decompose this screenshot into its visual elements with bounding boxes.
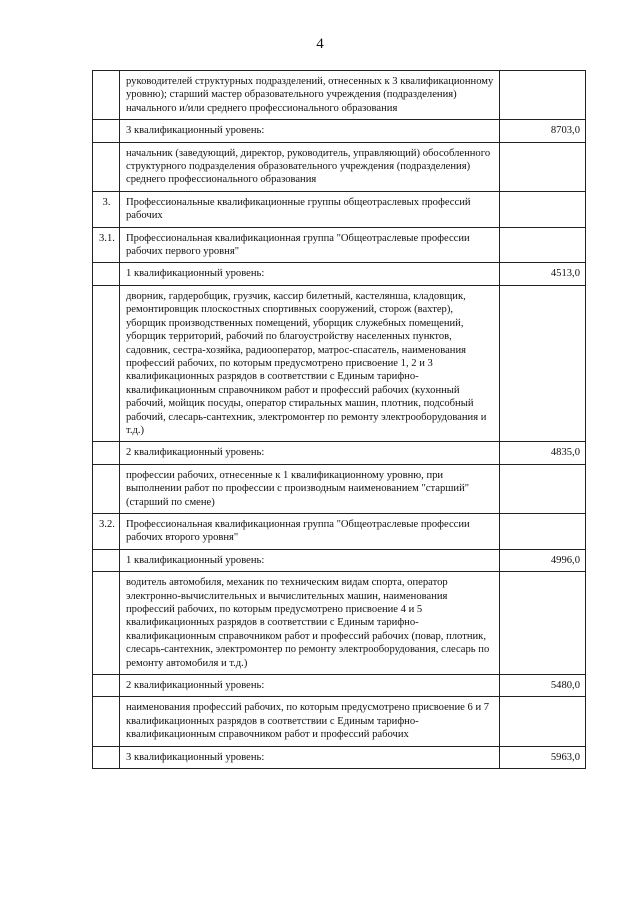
- row-number: [93, 263, 120, 285]
- row-text: начальник (заведующий, директор, руководитель, управляющий) обособленного структурного подразделения образовательного учреждения (подразделения) среднего профессионального образования: [120, 142, 500, 191]
- table-row: [93, 549, 586, 571]
- row-text: наименования профессий рабочих, по которым предусмотрено присвоение 6 и 7 квалификационных разрядов в соответствии с Единым тарифно-квалификационным справочником работ и профессий рабочих: [120, 697, 500, 746]
- table-row: [93, 120, 586, 142]
- row-value: [500, 191, 586, 227]
- row-text: 1 квалификационный уровень:: [120, 263, 500, 285]
- row-text: Профессиональная квалификационная группа "Общеотраслевые профессии рабочих второго уровня": [120, 513, 500, 549]
- row-text: руководителей структурных подразделений, отнесенных к 3 квалификационному уровню); старший мастер образовательного учреждения (подразделения) начального и/или среднего профессионального образования: [120, 71, 500, 120]
- row-value: 4835,0: [500, 442, 586, 464]
- row-value: [500, 285, 586, 441]
- row-value: [500, 513, 586, 549]
- table-row: [93, 746, 586, 768]
- table-row: [93, 191, 586, 227]
- row-number: [93, 285, 120, 441]
- row-value: 8703,0: [500, 120, 586, 142]
- row-text: 2 квалификационный уровень:: [120, 442, 500, 464]
- qualification-table: [92, 70, 586, 769]
- row-number: [93, 746, 120, 768]
- table-row: [93, 464, 586, 513]
- table-row: [93, 675, 586, 697]
- row-value: 4996,0: [500, 549, 586, 571]
- row-text: профессии рабочих, отнесенные к 1 квалификационному уровню, при выполнении работ по профессии с производным наименованием "старший" (старший по смене): [120, 464, 500, 513]
- table-row: [93, 142, 586, 191]
- table-row: [93, 263, 586, 285]
- row-number: 3.2.: [93, 513, 120, 549]
- row-number: 3.: [93, 191, 120, 227]
- row-value: 5480,0: [500, 675, 586, 697]
- row-number: [93, 142, 120, 191]
- row-text: 2 квалификационный уровень:: [120, 675, 500, 697]
- row-value: 5963,0: [500, 746, 586, 768]
- table-row: [93, 71, 586, 120]
- row-value: [500, 71, 586, 120]
- row-number: 3.1.: [93, 227, 120, 263]
- row-text: водитель автомобиля, механик по техническим видам спорта, оператор электронно-вычислительных и вычислительных машин, наименования профессий рабочих, по которым предусмотрено присвоение 4 и 5 квалификационных разрядов в соответствии с Единым тарифно-квалификационным справочником работ и профессий рабочих (повар, плотник, слесарь-сантехник, электромонтер по ремонту электрооборудования, слесарь по ремонту автомобиля и т.д.): [120, 572, 500, 675]
- row-text: Профессиональные квалификационные группы общеотраслевых профессий рабочих: [120, 191, 500, 227]
- row-text: 3 квалификационный уровень:: [120, 120, 500, 142]
- row-number: [93, 442, 120, 464]
- row-number: [93, 549, 120, 571]
- row-number: [93, 120, 120, 142]
- table-row: [93, 227, 586, 263]
- row-value: [500, 227, 586, 263]
- row-number: [93, 697, 120, 746]
- row-text: 3 квалификационный уровень:: [120, 746, 500, 768]
- table-row: [93, 442, 586, 464]
- row-value: [500, 572, 586, 675]
- row-text: 1 квалификационный уровень:: [120, 549, 500, 571]
- row-value: 4513,0: [500, 263, 586, 285]
- row-number: [93, 464, 120, 513]
- row-number: [93, 71, 120, 120]
- table-row: [93, 697, 586, 746]
- row-text: Профессиональная квалификационная группа "Общеотраслевые профессии рабочих первого уровня": [120, 227, 500, 263]
- row-value: [500, 142, 586, 191]
- row-text: дворник, гардеробщик, грузчик, кассир билетный, кастелянша, кладовщик, ремонтировщик плоскостных спортивных сооружений, сторож (вахтер), уборщик производственных помещений, уборщик служебных помещений, уборщик территорий, рабочий по благоустройству населенных пунктов, садовник, сестра-хозяйка, радиооператор, матрос-спасатель, наименования профессий рабочих, по которым предусмотрено присвоение 1, 2 и 3 квалификационных разрядов в соответствии с Единым тарифно-квалификационным справочником работ и профессий рабочих (кухонный рабочий, мойщик посуды, оператор стиральных машин, плотник, подсобный рабочий, слесарь-сантехник, электромонтер по ремонту электрооборудования и т.д.): [120, 285, 500, 441]
- row-value: [500, 464, 586, 513]
- page-number: 4: [316, 36, 324, 52]
- row-number: [93, 572, 120, 675]
- row-number: [93, 675, 120, 697]
- table-row: [93, 285, 586, 441]
- row-value: [500, 697, 586, 746]
- table-row: [93, 513, 586, 549]
- table-row: [93, 572, 586, 675]
